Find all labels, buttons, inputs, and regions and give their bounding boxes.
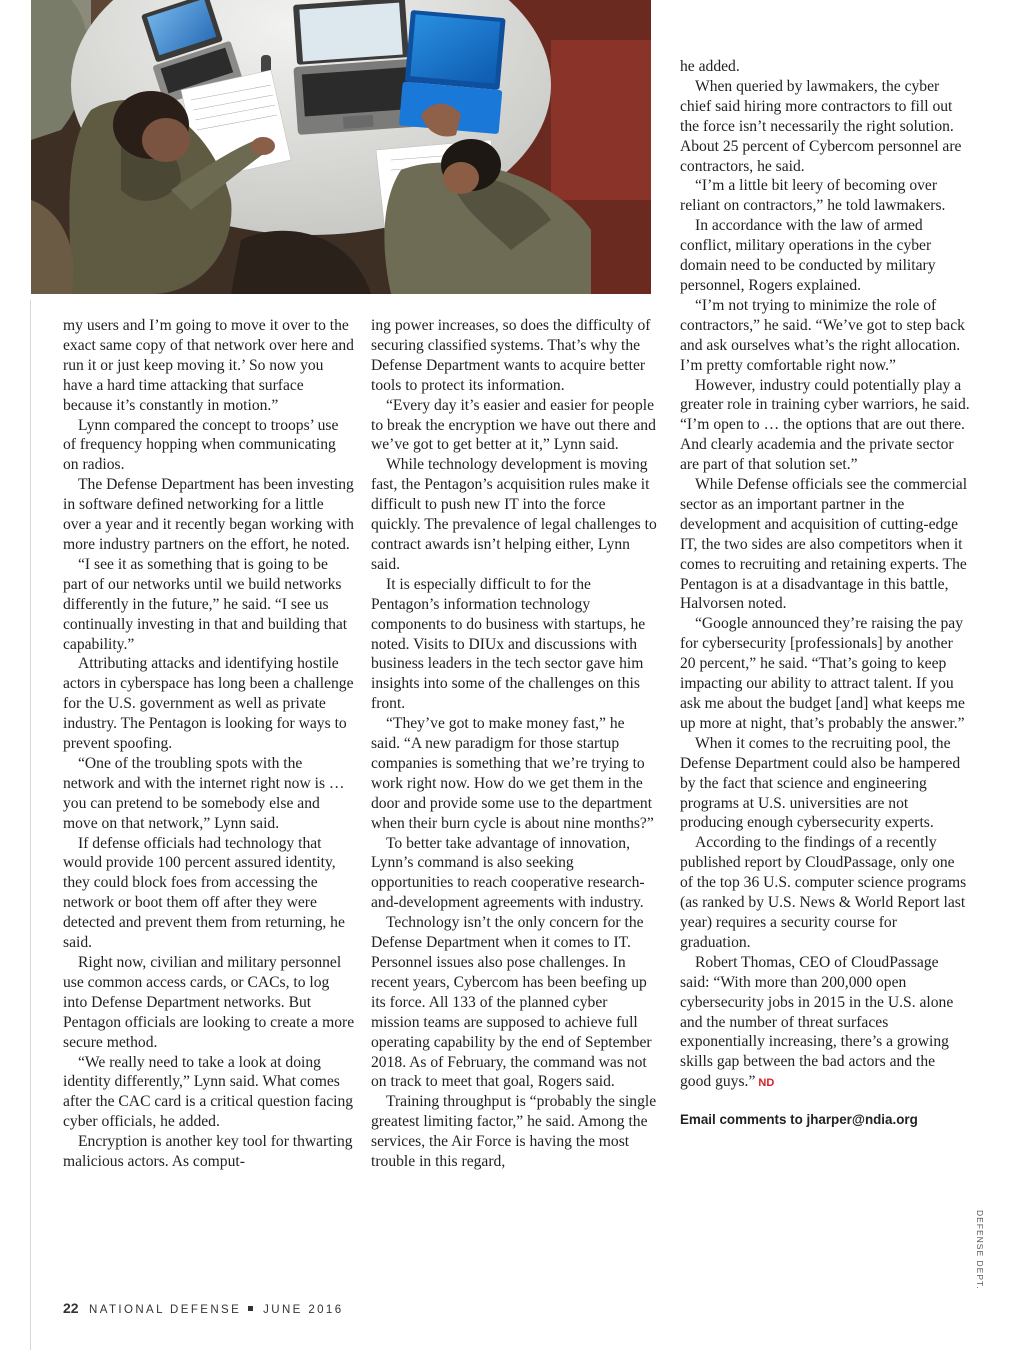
article-paragraph: Training throughput is “probably the single greatest limiting factor,” he said. Among the services, the Air Force is having the most trouble in this regard, — [371, 1093, 657, 1171]
article-photo — [31, 0, 651, 294]
article-paragraph: According to the findings of a recently published report by CloudPassage, only one of the top 36 U.S. computer science programs (as ranked by U.S. News & World Report last year) requires a security course for graduation. — [680, 834, 967, 951]
article-column-2 — [371, 316, 657, 1172]
article-paragraph: Right now, civilian and military personnel use common access cards, or CACs, to log into Defense Department networks. But Pentagon officials are looking to create a more secure method. — [63, 954, 355, 1051]
footer-separator — [248, 1306, 253, 1311]
article-paragraph: When queried by lawmakers, the cyber chief said hiring more contractors to fill out the force isn’t necessarily the right solution. About 25 percent of Cybercom personnel are contractors, he said. — [680, 77, 962, 175]
article-paragraph: Lynn compared the concept to troops’ use of frequency hopping when communicating on radios. — [63, 416, 339, 474]
article-paragraph: When it comes to the recruiting pool, the Defense Department could also be hampered by the fact that science and engineering programs at U.S. universities are not producing enough cybersecurity experts. — [680, 734, 961, 832]
article-paragraph: Encryption is another key tool for thwarting malicious actors. As comput- — [63, 1133, 353, 1171]
article-paragraph: “I see it as something that is going to be part of our networks until we build networks differently in the future,” he said. “I see us continually investing in that and building that capability.” — [63, 555, 348, 653]
article-paragraph: my users and I’m going to move it over to the exact same copy of that network over here and run it or just keep moving it.’ So now you have a hard time attacking that surface because it’s constantly in motion.” — [63, 317, 354, 414]
article-paragraph: he added. — [680, 58, 740, 75]
article-paragraph: “One of the troubling spots with the network and with the internet right now is … you can pretend to be somebody else and move on that network,” Lynn said. — [63, 754, 345, 832]
article-paragraph: It is especially difficult to for the Pentagon’s information technology components to do business with startups, he noted. Visits to DIUx and discussions with business leaders in the tech sector gave him insights into some of the challenges on this front. — [371, 575, 646, 713]
article-paragraph: While Defense officials see the commercial sector as an important partner in the development and acquisition of cutting-edge IT, the two sides are also competitors when it comes to recruiting and retaining experts. The Pentagon is at a disadvantage in this battle, Halvorsen noted. — [680, 476, 968, 613]
article-paragraph: The Defense Department has been investing in software defined networking for a little over a year and it recently began working with more industry partners on the effort, he noted. — [63, 476, 354, 553]
article-paragraph: While technology development is moving fast, the Pentagon’s acquisition rules make it difficult to push new IT into the force quickly. The prevalence of legal challenges to contract awards isn’t helping either, Lynn said. — [371, 456, 657, 573]
page-edge-rule — [30, 300, 31, 1350]
article-paragraph: However, industry could potentially play a greater role in training cyber warriors, he said. “I’m open to … the options that are out there. And clearly academia and the private sector are part of that solution set.” — [680, 376, 970, 474]
article-paragraph: If defense officials had technology that would provide 100 percent assured identity, they could block foes from accessing the network or boot them off after they were detected and prevent them from returning, he said. — [63, 834, 345, 952]
publication-name: NATIONAL DEFENSE — [89, 1304, 242, 1316]
article-paragraph: “They’ve got to make money fast,” he said. “A new paradigm for those startup companies is something that we’re trying to work right now. How do we get them in the door and provide some use to the department when their burn cycle is about nine months?” — [371, 715, 654, 832]
article-paragraph: To better take advantage of innovation, Lynn’s command is also seeking opportunities to reach cooperative research-and-development agreements with industry. — [371, 834, 645, 912]
end-mark: ND — [758, 1077, 775, 1090]
email-comments-line: Email comments to jharper@ndia.org — [680, 1112, 918, 1128]
issue-date: JUNE 2016 — [263, 1304, 344, 1316]
article-column-3-body — [680, 57, 970, 1094]
article-paragraph: Technology isn’t the only concern for the Defense Department when it comes to IT. Personnel issues also pose challenges. In recent years, Cybercom has been beefing up its force. All 133 of the planned cyber mission teams are supposed to achieve full operating capability by the end of September 2018. As of February, the command was not on track to meet that goal, Rogers said. — [371, 914, 652, 1091]
page-footer — [63, 1300, 344, 1318]
article-paragraph: “I’m a little bit leery of becoming over reliant on contractors,” he told lawmakers. — [680, 177, 946, 215]
page-number: 22 — [63, 1300, 79, 1316]
article-paragraph: “Every day it’s easier and easier for people to break the encryption we have out there and we’ve got to get better at it,” Lynn said. — [371, 396, 656, 454]
article-paragraph: “We really need to take a look at doing identity differently,” Lynn said. What comes after the CAC card is a critical question facing cyber officials, he added. — [63, 1053, 354, 1131]
article-column-3 — [680, 57, 970, 1130]
photo-credit: DEFENSE DEPT. — [975, 1210, 985, 1290]
article-column-1 — [63, 316, 355, 1172]
article-paragraph: “I’m not trying to minimize the role of contractors,” he said. “We’ve got to step back and ask ourselves what’s the right allocation. I’m pretty comfortable right now.” — [680, 296, 965, 374]
article-paragraph: Robert Thomas, CEO of CloudPassage said: “With more than 200,000 open cybersecurity jobs in 2015 in the U.S. alone and the number of threat surfaces exponentially increasing, there’s a growing skills gap between the bad actors and the good guys.” ND — [680, 953, 954, 1091]
article-paragraph: ing power increases, so does the difficulty of securing classified systems. That’s why the Defense Department wants to acquire better tools to protect its information. — [371, 317, 651, 394]
article-paragraph: In accordance with the law of armed conflict, military operations in the cyber domain need to be conducted by military personnel, Rogers explained. — [680, 217, 936, 294]
article-paragraph: “Google announced they’re raising the pay for cybersecurity [professionals] by another 20 percent,” he said. “That’s going to keep impacting our ability to attract talent. If you ask me about the budget [and] what keeps me up more at night, that’s probably the answer.” — [680, 615, 965, 732]
article-paragraph: Attributing attacks and identifying hostile actors in cyberspace has long been a challenge for the U.S. government as well as private industry. The Pentagon is looking for ways to prevent spoofing. — [63, 655, 354, 753]
